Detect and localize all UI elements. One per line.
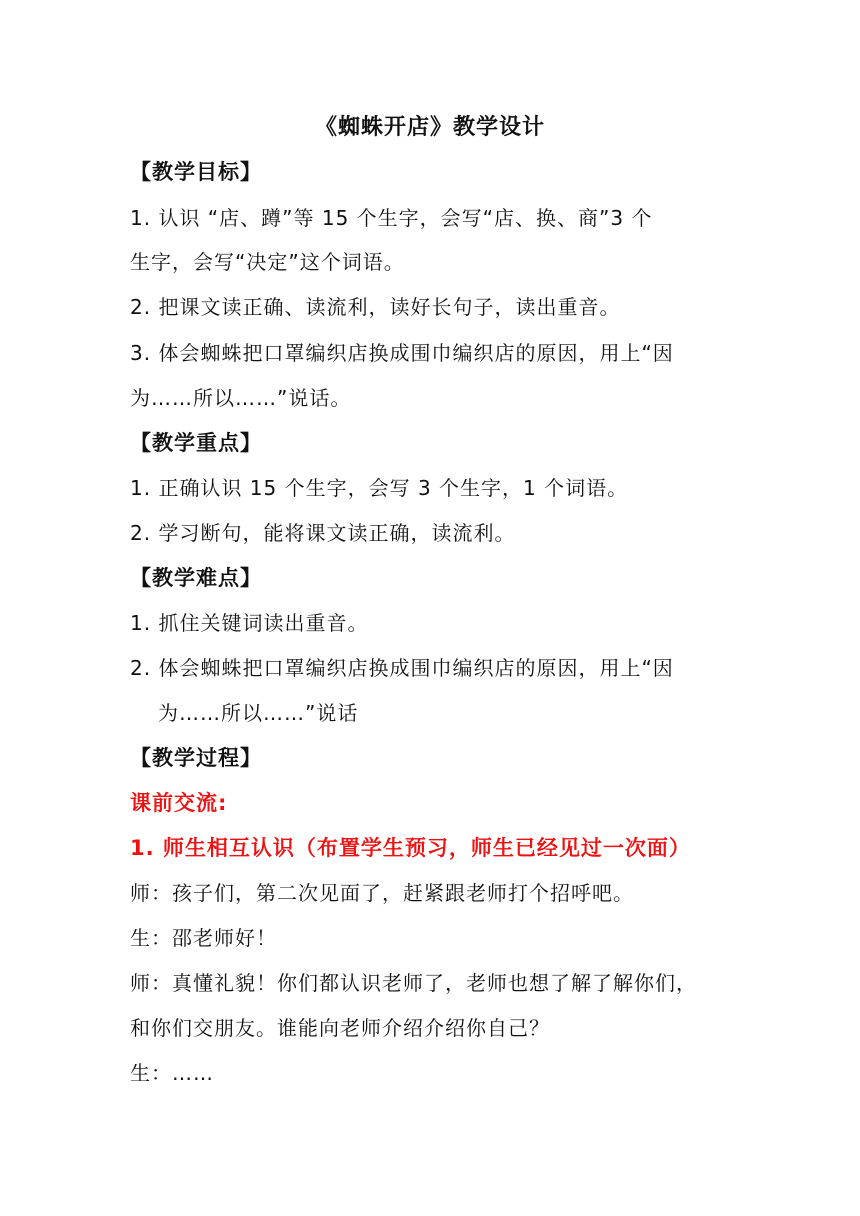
pre-class-label: 课前交流: — [130, 791, 228, 815]
goal-3-line-2: 为……所以……”说话。 — [130, 386, 352, 410]
goals-heading: 【教学目标】 — [130, 160, 262, 184]
dialog-line-3-part-1: 师：真懂礼貌！你们都认识老师了，老师也想了解了解你们， — [130, 971, 697, 995]
difficult-point-1: 1. 抓住关键词读出重音。 — [130, 611, 369, 635]
goal-2: 2. 把课文读正确、读流利，读好长句子，读出重音。 — [130, 295, 621, 319]
document-title: 《蜘蛛开店》教学设计 — [314, 115, 545, 140]
dialog-line-4: 生：…… — [130, 1061, 214, 1085]
goal-1-line-1: 1. 认识 “店、蹲”等 15 个生字，会写“店、换、商”3 个 — [130, 206, 653, 230]
difficult-point-2-line-2: 为……所以……”说话 — [158, 701, 359, 725]
key-point-1: 1. 正确认识 15 个生字，会写 3 个生字，1 个词语。 — [130, 476, 629, 500]
goal-3-line-1: 3. 体会蜘蛛把口罩编织店换成围巾编织店的原因，用上“因 — [130, 341, 674, 365]
dialog-line-3-part-2: 和你们交朋友。谁能向老师介绍介绍你自己？ — [130, 1016, 550, 1040]
step-1-heading: 1. 师生相互认识（布置学生预习，师生已经见过一次面） — [130, 836, 691, 860]
key-point-2: 2. 学习断句，能将课文读正确，读流利。 — [130, 521, 516, 545]
process-heading: 【教学过程】 — [130, 746, 262, 770]
goal-1-line-2: 生字，会写“决定”这个词语。 — [130, 250, 405, 274]
difficult-point-2-line-1: 2. 体会蜘蛛把口罩编织店换成围巾编织店的原因，用上“因 — [130, 656, 674, 680]
dialog-line-2: 生：邵老师好！ — [130, 926, 277, 950]
dialog-line-1: 师：孩子们，第二次见面了，赶紧跟老师打个招呼吧。 — [130, 881, 634, 905]
difficult-points-heading: 【教学难点】 — [130, 566, 262, 590]
key-points-heading: 【教学重点】 — [130, 431, 262, 455]
